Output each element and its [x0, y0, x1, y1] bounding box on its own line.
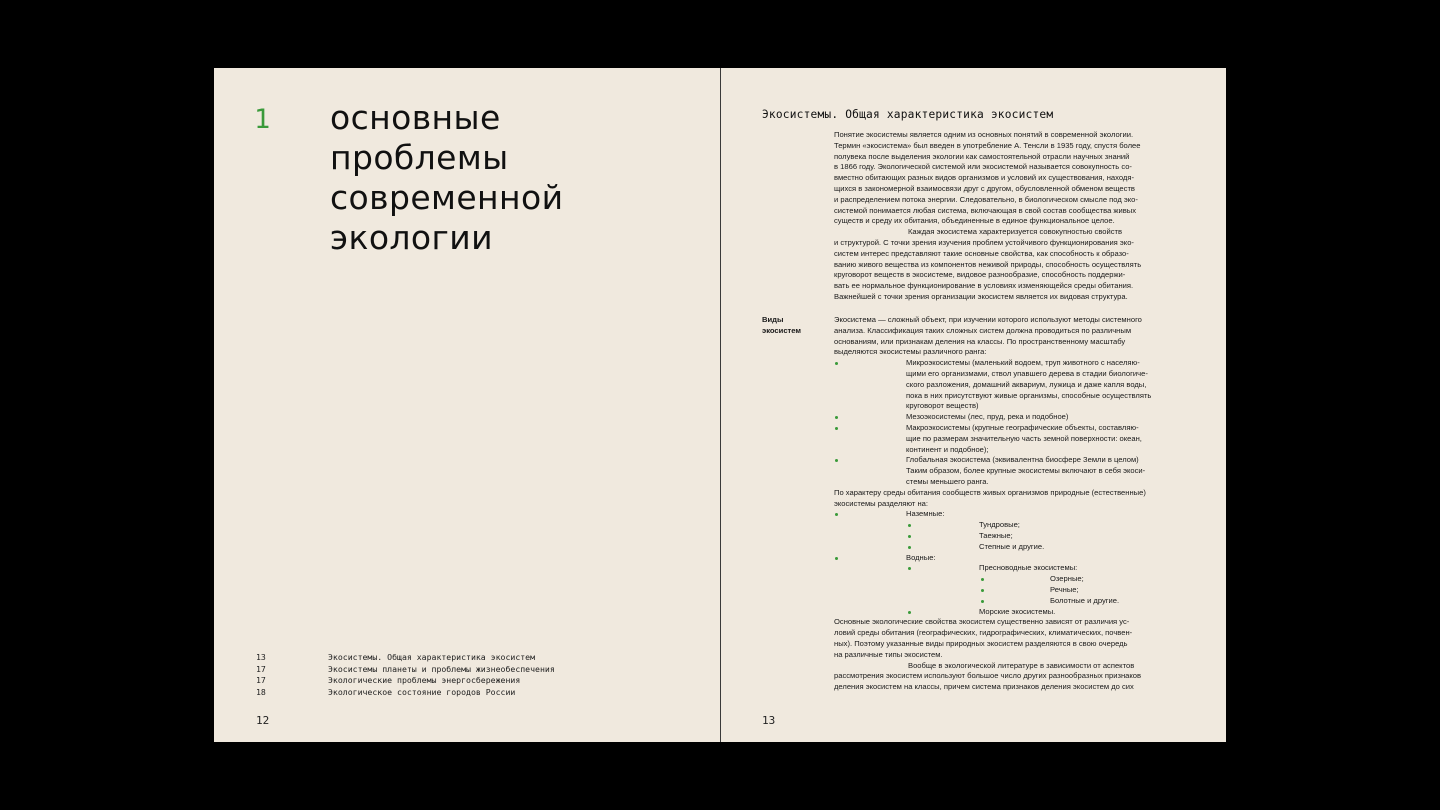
text-line: ванию живого вещества из компонентов неживой природы, способность осуществлять [834, 259, 1142, 269]
bullet-icon [908, 611, 911, 614]
text-line: Морские экосистемы. [979, 606, 1056, 616]
text-line: деления экосистем на классы, причем система признаков деления экосистем до сих [834, 682, 1134, 692]
list-item [834, 531, 1184, 542]
toc-page-number: 13 [256, 652, 266, 662]
text-line: основаниям, или признакам деления на классы. По пространственному масштабу [834, 336, 1126, 346]
text-line: Пресноводные экосистемы: [979, 563, 1078, 573]
text-line: Таежные; [979, 530, 1013, 540]
bullet-icon [981, 589, 984, 592]
page-number: 13 [762, 714, 776, 727]
paragraph-first-line: Каждая экосистема характеризуется совокупностью свойств [908, 227, 1123, 237]
text-line: По характеру среды обитания сообществ живых организмов природные (естественные) [834, 487, 1146, 497]
bullet-icon [908, 535, 911, 538]
text-line: ловий среды обитания (географических, гидрографических, климатических, почвен- [834, 628, 1133, 638]
text-line: ского разложения, домашний аквариум, лужица и даже капля воды, [906, 379, 1147, 389]
list-item-text [834, 423, 1184, 455]
chapter-title-line: современной [330, 178, 564, 217]
text-line: анализа. Классификация таких сложных систем должна проводиться по различным [834, 325, 1132, 335]
list-item [834, 607, 1184, 618]
text-line: Болотные и другие. [1050, 595, 1120, 605]
list-item-text [834, 585, 1184, 596]
list-item [834, 563, 1184, 574]
side-label-line: Виды [762, 315, 784, 324]
list-item [834, 585, 1184, 596]
bullet-icon [835, 427, 838, 430]
bullet-icon [908, 546, 911, 549]
habitat-list [834, 509, 1184, 617]
toc-entry[interactable] [256, 687, 555, 699]
text-line: Тундровые; [979, 520, 1020, 530]
text-line: полувека после выделения экологии как самостоятельной отрасли научных знаний [834, 151, 1130, 161]
toc-title: Экосистемы планеты и проблемы жизнеобеспечения [328, 663, 555, 674]
list-item [834, 412, 1184, 423]
list-item-text [834, 553, 1184, 564]
text-line: щие по размерам значительную часть земной поверхности: океан, [906, 433, 1142, 443]
list-item [834, 423, 1184, 455]
text-line: системой понимается любая система, включающая в свой состав сообщества живых [834, 205, 1137, 215]
types-section [834, 315, 1184, 693]
text-line: Глобальная экосистема (эквивалентна биосфере Земли в целом) [906, 455, 1139, 465]
text-line: круговорот веществ) [906, 401, 979, 411]
toc-entry[interactable] [256, 664, 555, 676]
list-item-text [834, 509, 1184, 520]
text-line: Озерные; [1050, 574, 1084, 584]
list-item [834, 553, 1184, 564]
bullet-icon [981, 600, 984, 603]
text-line: Таким образом, более крупные экосистемы включают в себя экоси- [906, 466, 1146, 476]
chapter-number: 1 [254, 104, 271, 135]
text-line: Макроэкосистемы (крупные географические объекты, составляю- [906, 422, 1139, 432]
toc-page-number: 17 [256, 675, 266, 685]
text-line: в 1866 году. Экологической системой или экосистемой называется совокупность со- [834, 162, 1132, 172]
toc-page-number: 18 [256, 686, 266, 697]
list-item-text [834, 358, 1184, 412]
chapter-title-line: проблемы [330, 138, 509, 177]
list-item-text [834, 531, 1184, 542]
text-line: вать ее нормальное функционирование в условиях изменяющейся среды обитания. [834, 281, 1134, 291]
intro-text [834, 130, 1184, 303]
chapter-title-line: экологии [330, 218, 493, 257]
list-item-text [834, 574, 1184, 585]
list-item [834, 358, 1184, 412]
final-paragraph [834, 671, 1184, 693]
left-page [214, 68, 720, 742]
text-line: и структурой. С точки зрения изучения проблем устойчивого функционирования эко- [834, 237, 1134, 247]
table-of-contents [256, 652, 555, 698]
bullet-icon [835, 557, 838, 560]
paragraph-first-line: Вообще в экологической литературе в зависимости от аспектов [908, 660, 1135, 670]
text-line: ных). Поэтому указанные виды природных экосистем разделяются в свою очередь [834, 638, 1128, 648]
list-item [834, 574, 1184, 585]
text-line: Речные; [1050, 584, 1079, 594]
text-line: Наземные: [906, 509, 945, 519]
text-line: Основные экологические свойства экосистем существенно зависят от различия ус- [834, 617, 1130, 627]
list-item-text [834, 563, 1184, 574]
text-line: Экосистема — сложный объект, при изучении которого используют методы системного [834, 315, 1142, 324]
text-line: Важнейшей с точки зрения организации экосистем является их видовая структура. [834, 291, 1128, 301]
text-line: систем интерес представляют такие основные свойства, как способность к образо- [834, 248, 1129, 258]
text-line: пока в них присутствуют живые организмы, способные осуществлять [906, 390, 1152, 400]
chapter-title-line: основные [330, 98, 501, 137]
text-line: экосистемы разделяют на: [834, 498, 929, 508]
text-line: щими его организмами, ствол упавшего дерева в стадии биологиче- [906, 368, 1148, 378]
text-line: Мезоэкосистемы (лес, пруд, река и подобное) [906, 412, 1069, 422]
list-item [834, 542, 1184, 553]
text-line: выделяются экосистемы различного ранга: [834, 347, 987, 357]
side-label-line: экосистем [762, 325, 802, 335]
toc-title: Экологическое состояние городов России [328, 686, 516, 697]
list-item [834, 596, 1184, 607]
side-label [762, 315, 801, 337]
list-item-text [834, 412, 1184, 423]
text-line: вместно обитающих разных видов организмов и условий их существования, находя- [834, 173, 1134, 183]
toc-page-number: 17 [256, 663, 266, 674]
text-line: Микроэкосистемы (маленький водоем, труп животного с населяю- [906, 358, 1140, 368]
page-number: 12 [256, 714, 270, 727]
list-item [834, 520, 1184, 531]
scale-list [834, 358, 1184, 488]
text-line: круговорот веществ в экосистеме, видовое разнообразие, способность поддержи- [834, 270, 1126, 280]
text-line: существ и среду их обитания, объединенные в единое функциональное целое. [834, 216, 1115, 226]
list-item-text [834, 607, 1184, 618]
text-line: и распределением потока энергии. Следовательно, в биологическом смысле под эко- [834, 194, 1138, 204]
text-line: континент и подобное); [906, 444, 989, 454]
list-item-text [834, 596, 1184, 607]
text-line: Понятие экосистемы является одним из основных понятий в современной экологии. [834, 130, 1134, 139]
toc-entry[interactable] [256, 675, 555, 687]
list-item-text [834, 520, 1184, 531]
chapter-title [330, 98, 563, 258]
text-line: стемы меньшего ранга. [906, 476, 989, 486]
right-page [721, 68, 1226, 742]
toc-title: Экосистемы. Общая характеристика экосистем [328, 652, 536, 662]
text-line: Термин «экосистема» был введен в употребление А. Тенсли в 1935 году, спустя более [834, 140, 1141, 150]
text-line: Водные: [906, 552, 936, 562]
list-item [834, 509, 1184, 520]
toc-entry[interactable] [256, 652, 555, 664]
second-paragraph [834, 238, 1184, 303]
text-line: на различные типы экосистем. [834, 649, 943, 659]
list-item [834, 455, 1184, 487]
closing-paragraph [834, 617, 1184, 660]
text-line: Степные и другие. [979, 541, 1045, 551]
toc-title: Экологические проблемы энергосбережения [328, 675, 521, 685]
list-item-text [834, 542, 1184, 553]
types-intro-paragraph [834, 315, 1184, 358]
text-line: щихся в закономерной взаимосвязи друг с другом, обусловленной обменом веществ [834, 183, 1135, 193]
habitat-intro-paragraph [834, 488, 1184, 510]
section-title: Экосистемы. Общая характеристика экосистем [762, 108, 1054, 121]
intro-paragraph [834, 130, 1184, 227]
list-item-text [834, 455, 1184, 487]
text-line: рассмотрения экосистем используют большое число других разнообразных признаков [834, 671, 1142, 681]
